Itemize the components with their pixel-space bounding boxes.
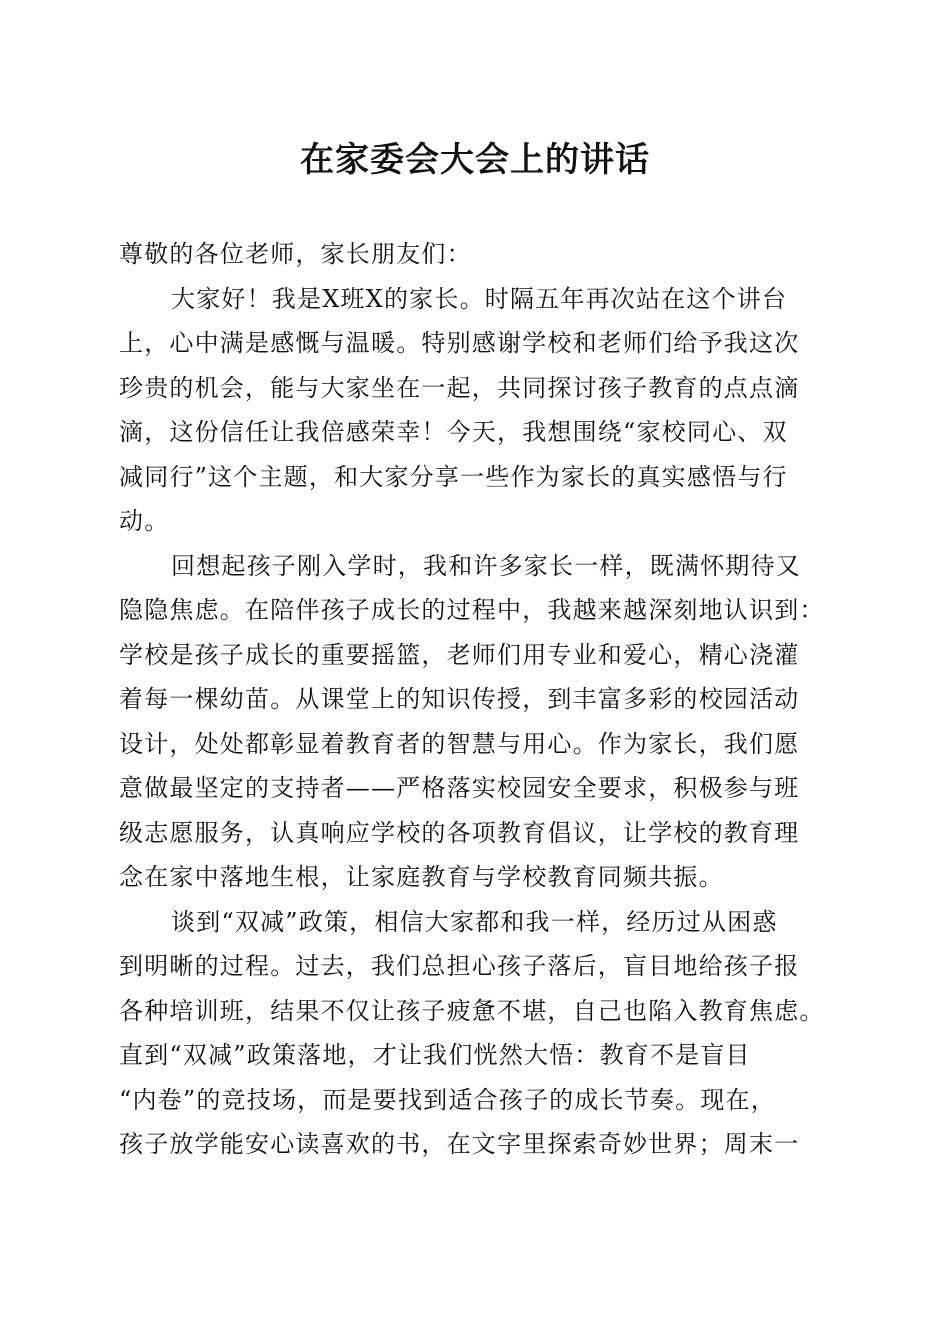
document-title: 在家委会大会上的讲话 [300,140,650,180]
paragraph-2-line-8: 念在家中落地生根，让家庭教育与学校教育同频共振。 [119,863,724,891]
paragraph-2-line-3: 学校是孩子成长的重要摇篮，老师们用专业和爱心，精心浇灌 [119,640,800,669]
paragraph-1-line-1: 大家好！我是X班X的家长。时隔五年再次站在这个讲台 [171,284,788,313]
paragraph-3-line-6: 孩子放学能安心读喜欢的书，在文字里探索奇妙世界；周末一 [119,1130,800,1158]
paragraph-1-line-4: 滴，这份信任让我倍感荣幸！今天，我想围绕“家校同心、双 [119,418,788,446]
paragraph-3-line-3: 各种培训班，结果不仅让孩子疲惫不堪，自己也陷入教育焦虑。 [119,996,825,1025]
paragraph-1-line-3: 珍贵的机会，能与大家坐在一起，共同探讨孩子教育的点点滴 [119,373,800,402]
paragraph-1-line-6: 动。 [119,507,170,535]
paragraph-3-line-4: 直到“双减”政策落地，才让我们恍然大悟：教育不是盲目 [119,1041,751,1069]
paragraph-2-line-1: 回想起孩子刚入学时，我和许多家长一样，既满怀期待又 [171,551,801,580]
paragraph-1-line-5: 减同行”这个主题，和大家分享一些作为家长的真实感悟与行 [119,462,788,491]
paragraph-3-line-2: 到明晰的过程。过去，我们总担心孩子落后，盲目地给孩子报 [119,952,800,980]
paragraph-2-line-5: 设计，处处都彰显着教育者的智慧与用心。作为家长，我们愿 [119,729,800,758]
paragraph-2-line-2: 隐隐焦虑。在陪伴孩子成长的过程中，我越来越深刻地认识到： [119,596,825,624]
salutation-line: 尊敬的各位老师，家长朋友们： [119,240,472,268]
paragraph-2-line-7: 级志愿服务，认真响应学校的各项教育倡议，让学校的教育理 [119,818,800,847]
paragraph-2-line-4: 着每一棵幼苗。从课堂上的知识传授，到丰富多彩的校园活动 [119,685,800,713]
paragraph-3-line-5: “内卷”的竞技场，而是要找到适合孩子的成长节奏。现在， [119,1085,776,1114]
paragraph-2-line-6: 意做最坚定的支持者——严格落实校园安全要求，积极参与班 [119,774,800,802]
document-body [119,232,833,1167]
paragraph-1-line-2: 上，心中满是感慨与温暖。特别感谢学校和老师们给予我这次 [119,329,800,357]
paragraph-3-line-1: 谈到“双减”政策，相信大家都和我一样，经历过从困惑 [171,907,778,936]
